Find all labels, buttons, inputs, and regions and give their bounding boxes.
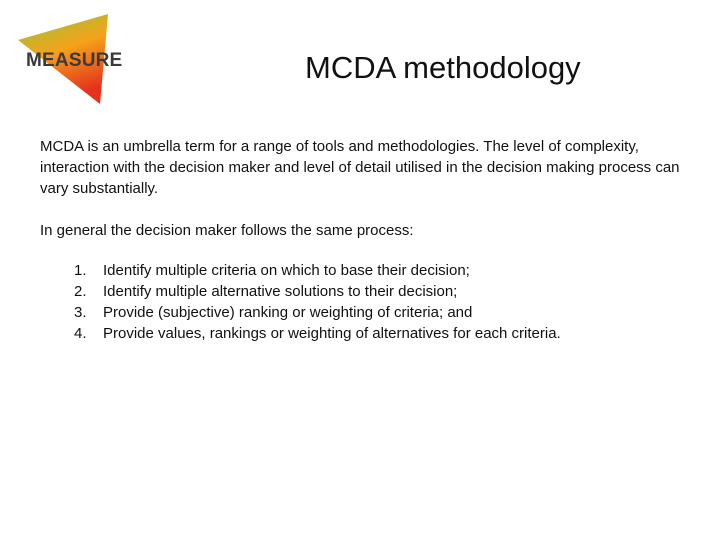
step-number: 2. bbox=[74, 283, 87, 300]
slide-body bbox=[40, 136, 700, 344]
step-number: 1. bbox=[74, 262, 87, 279]
process-steps-list bbox=[40, 260, 700, 344]
process-intro: In general the decision maker follows the same process: bbox=[40, 222, 414, 239]
step-text: Provide values, rankings or weighting of alternatives for each criteria. bbox=[103, 325, 561, 342]
step-text: Provide (subjective) ranking or weighting of criteria; and bbox=[103, 304, 473, 321]
intro-paragraph: MCDA is an umbrella term for a range of tools and methodologies. The level of complexity, interaction with the decision maker and level of detail utilised in the decision making process can vary substantially. bbox=[40, 138, 680, 197]
step-text: Identify multiple alternative solutions to their decision; bbox=[103, 283, 458, 300]
page-title: MCDA methodology bbox=[305, 50, 581, 85]
list-item bbox=[40, 302, 700, 323]
list-item bbox=[40, 281, 700, 302]
step-number: 4. bbox=[74, 325, 87, 342]
logo-text: MEASURE bbox=[26, 50, 123, 71]
measure-logo bbox=[12, 12, 140, 108]
step-number: 3. bbox=[74, 304, 87, 321]
list-item bbox=[40, 323, 700, 344]
list-item bbox=[40, 260, 700, 281]
step-text: Identify multiple criteria on which to base their decision; bbox=[103, 262, 470, 279]
